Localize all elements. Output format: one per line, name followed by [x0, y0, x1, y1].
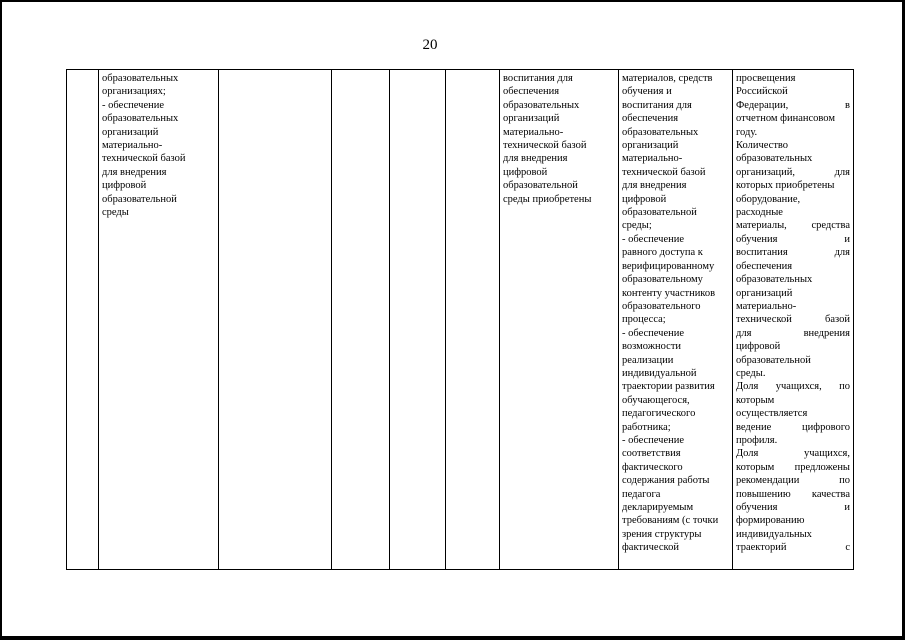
- text-line: технической базой: [736, 314, 850, 326]
- text-line: организаций, для: [736, 166, 850, 178]
- text-line: Доля учащихся, по: [736, 381, 850, 393]
- document-table: [66, 69, 854, 570]
- text-line: траекторий с: [736, 542, 850, 554]
- text-line: ведение цифрового: [736, 421, 850, 433]
- table-cell-method: [733, 70, 854, 570]
- text-line: среды.: [736, 367, 766, 379]
- cell-text: воспитания для обеспечения образовательных организаций материально- технической базой для внедрения цифровой образовательной среды приобретены: [503, 73, 592, 205]
- table-cell-number: [67, 70, 99, 570]
- text-line: которых приобретены: [736, 180, 835, 192]
- text-line: профиля.: [736, 434, 778, 446]
- text-line: обеспечения: [736, 260, 793, 272]
- text-line: повышению качества: [736, 488, 850, 500]
- text-line: которым предложены: [736, 461, 850, 473]
- table-cell-empty: [332, 70, 390, 570]
- text-line: образовательных: [736, 274, 813, 286]
- cell-text: образовательных организациях; - обеспечение образовательных организаций материально- технической базой для внедрения цифровой образовательной среды: [102, 73, 186, 219]
- table-cell-empty: [390, 70, 446, 570]
- text-line: отчетном финансовом: [736, 113, 835, 125]
- text-line: образовательных: [736, 153, 813, 165]
- text-line: обучения и: [736, 233, 850, 245]
- text-line: формированию: [736, 515, 805, 527]
- text-line: осуществляется: [736, 408, 808, 420]
- scan-border-left: [0, 0, 2, 640]
- text-line: Количество: [736, 140, 789, 152]
- table-cell-empty: [219, 70, 332, 570]
- text-line: просвещения: [736, 73, 796, 84]
- text-line: Федерации, в: [736, 99, 850, 111]
- text-line: Доля учащихся,: [736, 448, 850, 460]
- table-cell-description: [619, 70, 733, 570]
- text-line: материально-: [736, 300, 797, 312]
- text-line: воспитания для: [736, 247, 850, 259]
- page-number: 20: [422, 37, 438, 53]
- cell-text-justified: [736, 72, 850, 555]
- table-cell-tasks: [99, 70, 219, 570]
- text-line: для внедрения: [736, 327, 850, 339]
- text-line: цифровой: [736, 341, 781, 353]
- text-line: обучения и: [736, 502, 850, 513]
- scan-border-top: [0, 0, 905, 2]
- table-cell-empty: [446, 70, 500, 570]
- text-line: рекомендации по: [736, 475, 850, 487]
- text-line: организаций: [736, 287, 793, 299]
- text-line: материалы, средства: [736, 220, 850, 232]
- text-line: индивидуальных: [736, 528, 812, 540]
- table-row: [67, 70, 854, 570]
- text-line: которым: [736, 394, 775, 406]
- table-cell-indicator: [500, 70, 619, 570]
- text-line: расходные: [736, 207, 783, 219]
- text-line: Российской: [736, 86, 788, 98]
- text-line: образовательной: [736, 354, 811, 366]
- text-line: оборудование,: [736, 193, 801, 205]
- text-line: году.: [736, 126, 758, 138]
- cell-text: материалов, средств обучения и воспитания для обеспечения образовательных организаций материально- технической базой для внедрения цифровой образовательной среды; - обеспечение равного доступа к верифицированному образовательному контенту участников образовательного процесса; - обеспечение возможности реализации индивидуальной траектории развития обучающегося, педагогического работника; - обеспечение соответствия фактического содержания работы педагога декларируемым требованиям (с точки зрения структуры фактической: [622, 73, 719, 554]
- scan-border-bottom: [0, 636, 905, 640]
